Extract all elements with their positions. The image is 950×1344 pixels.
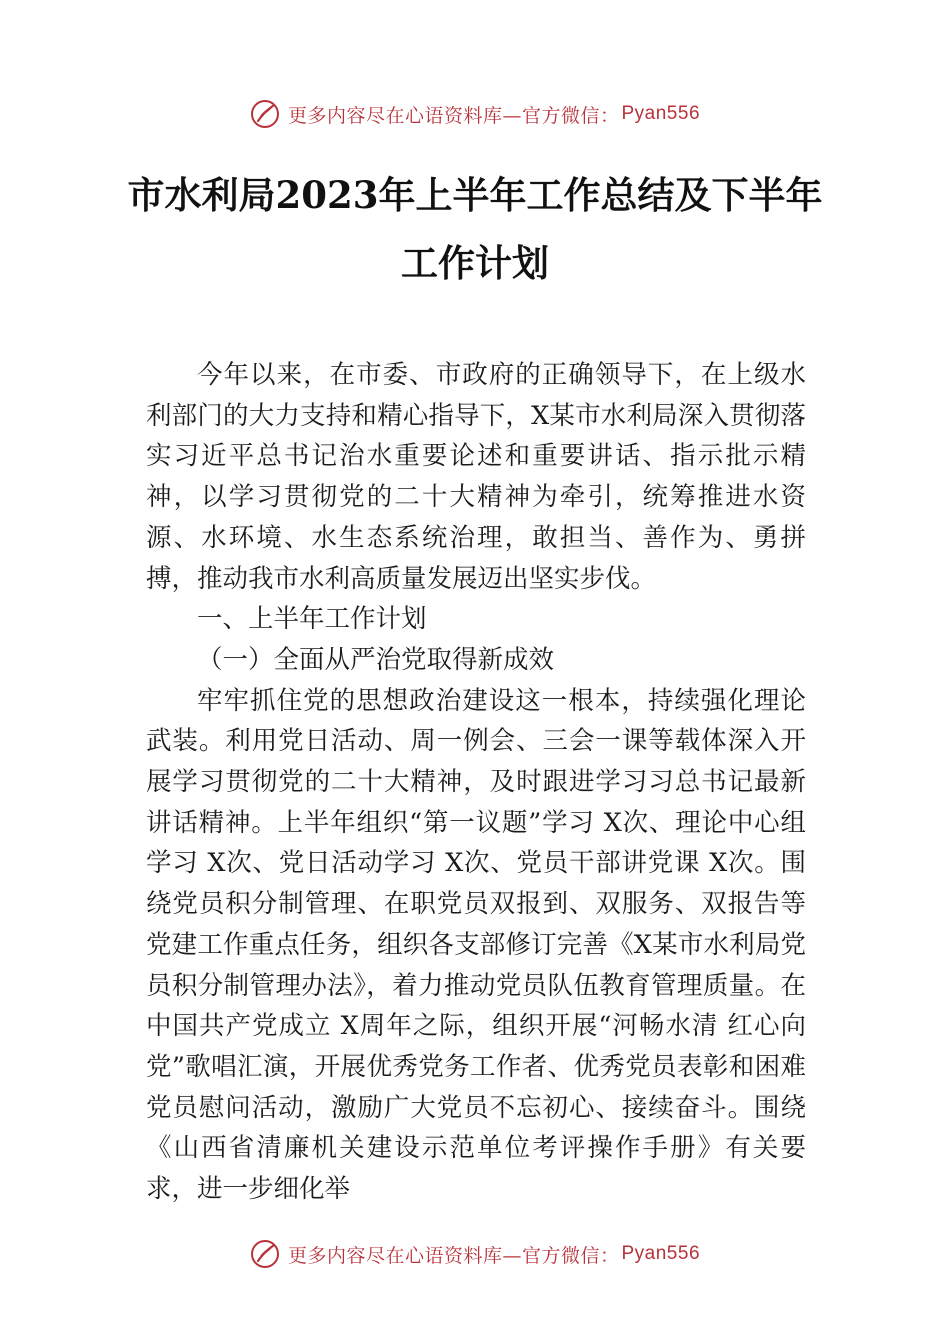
document-title-line-2: 工作计划 — [401, 241, 549, 285]
section-heading-1: 一、上半年工作计划 — [197, 604, 427, 635]
subsection-heading-1: （一）全面从严治党取得新成效 — [197, 644, 555, 675]
header-watermark — [0, 94, 950, 134]
watermark-text: 更多内容尽在心语资料库—官方微信： — [287, 1244, 620, 1267]
footer-watermark — [0, 1234, 950, 1274]
watermark-wechat-id: Pyan556 — [621, 103, 701, 124]
body-paragraph: 牢牢抓住党的思想政治建设这一根本，持续强化理论武装。利用党日活动、周一例会、三会一课等载体深入开展学习贯彻党的二十大精神，及时跟进学习习总书记最新讲话精神。上半年组织“第一议题”学习 X次、理论中心组学习 X次、党日活动学习 X次、党员干部讲党课 X次。围绕党员积分制管理、在职党员双报到、双服务、双报告等党建工作重点任务，组织各支部修订完善《X某市水利局党员积分制管理办法》，着力推动党员队伍教育管理质量。在中国共产党成立 X周年之际，组织开展“河畅水清 红心向党”歌唱汇演，开展优秀党务工作者、优秀党员表彰和困难党员慰问活动，激励广大党员不忘初心、接续奋斗。围绕《山西省清廉机关建设示范单位考评操作手册》有关要求，进一步细化举 — [146, 685, 806, 1205]
watermark-text: 更多内容尽在心语资料库—官方微信： — [287, 104, 620, 127]
quill-logo-icon — [250, 1239, 280, 1269]
intro-paragraph: 今年以来，在市委、市政府的正确领导下，在上级水利部门的大力支持和精心指导下，X某市水利局深入贯彻落实习近平总书记治水重要论述和重要讲话、指示批示精神，以学习贯彻党的二十大精神为牵引，统筹推进水资源、水环境、水生态系统治理，敢担当、善作为、勇拼搏，推动我市水利高质量发展迈出坚实步伐。 — [146, 360, 806, 594]
document-title-line-1: 市水利局2023年上半年工作总结及下半年 — [127, 173, 823, 217]
watermark-wechat-id: Pyan556 — [621, 1243, 701, 1264]
quill-logo-icon — [250, 99, 280, 129]
document-body — [146, 355, 806, 1210]
